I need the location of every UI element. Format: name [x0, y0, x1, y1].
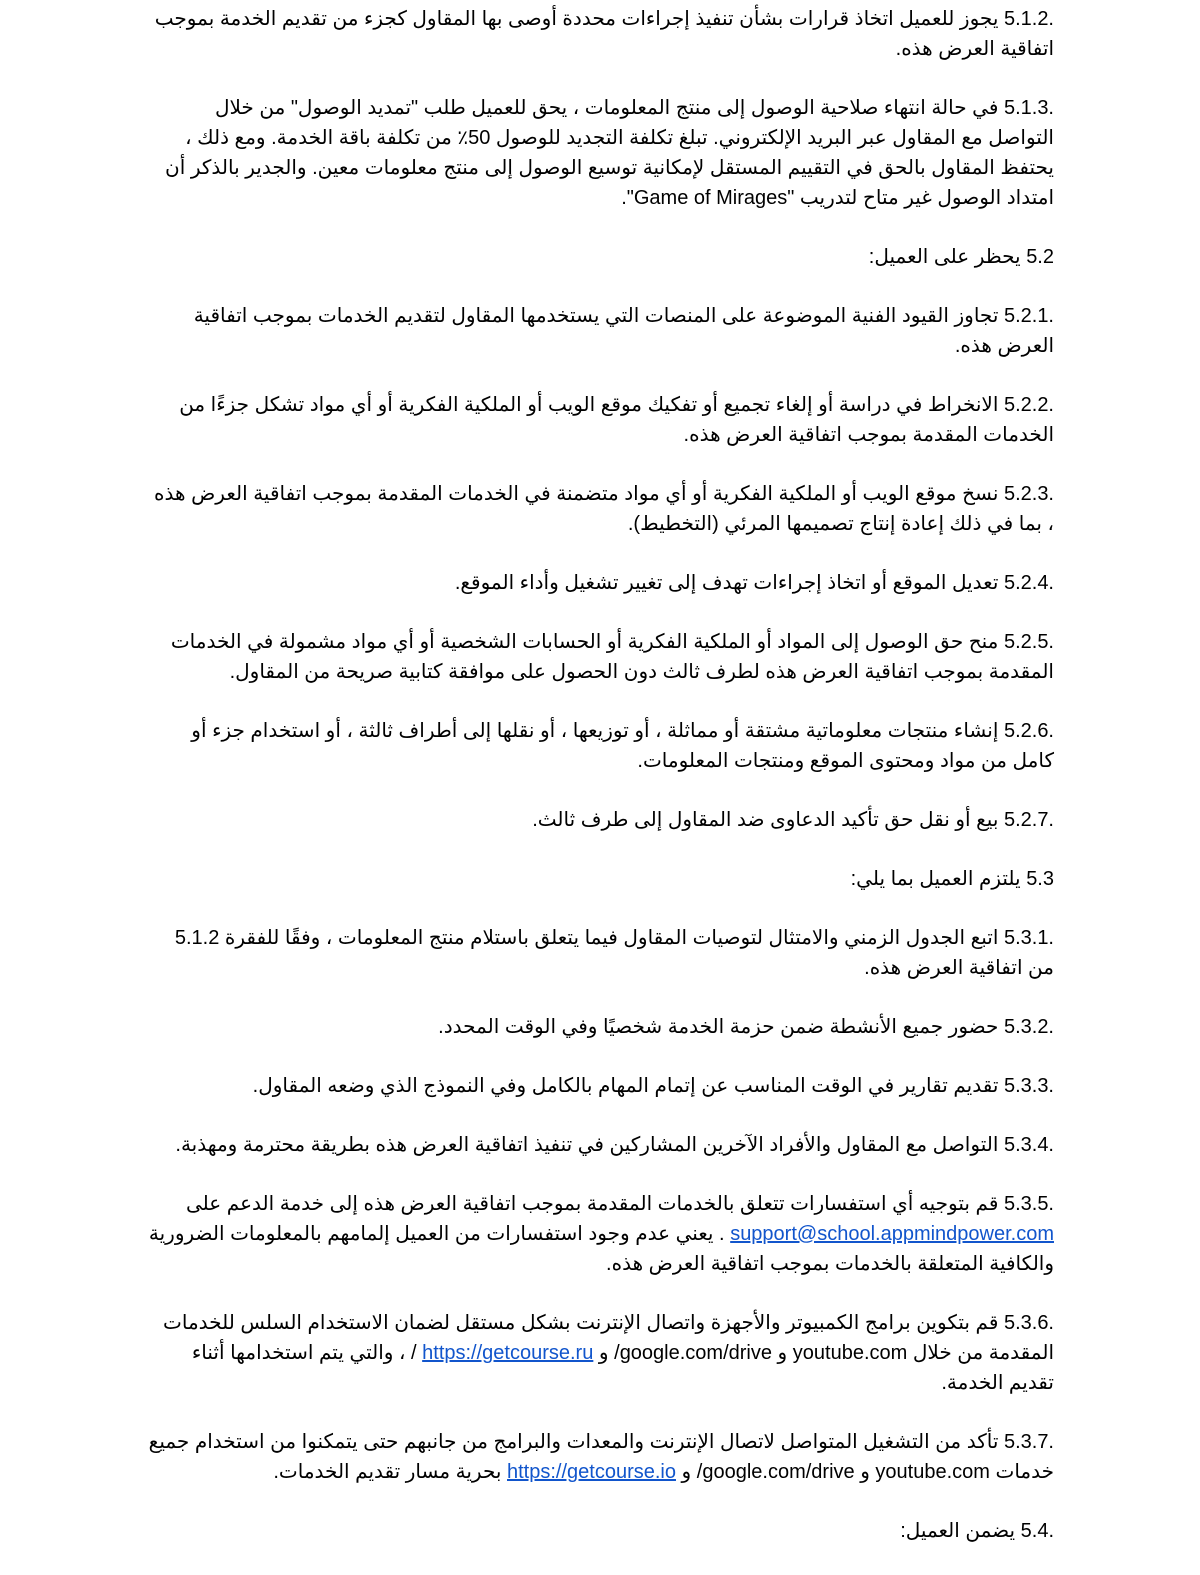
clause-text: حضور جميع الأنشطة ضمن حزمة الخدمة شخصيًا وفي الوقت المحدد. [438, 1016, 999, 1038]
clause-text: تقديم تقارير في الوقت المناسب عن إتمام المهام بالكامل وفي النموذج الذي وضعه المقاول. [252, 1075, 999, 1097]
getcourse-io-link[interactable]: https://getcourse.io [507, 1461, 676, 1483]
clause-number: 5.2.3. [1003, 483, 1054, 505]
section-heading-5-3 [146, 864, 1054, 894]
clause-number: 5.3.2. [1003, 1016, 1054, 1038]
clause-5-2-3 [146, 479, 1054, 539]
clause-text-before-link: قم بتوجيه أي استفسارات تتعلق بالخدمات المقدمة بموجب اتفاقية العرض هذه إلى خدمة الدعم على [186, 1193, 999, 1215]
clause-text: بيع أو نقل حق تأكيد الدعاوى ضد المقاول إلى طرف ثالث. [532, 809, 999, 831]
clause-number: 5.1.3. [1003, 97, 1054, 119]
clause-5-3-5 [146, 1189, 1054, 1279]
clause-text: التواصل مع المقاول والأفراد الآخرين المشاركين في تنفيذ اتفاقية العرض هذه بطريقة محترمة ومهذبة. [175, 1134, 999, 1156]
clause-number: 5.3.4. [1003, 1134, 1054, 1156]
clause-number: 5.3.3. [1003, 1075, 1054, 1097]
clause-5-2-1 [146, 301, 1054, 361]
support-email-link[interactable]: support@school.appmindpower.com [730, 1223, 1054, 1245]
clause-text: اتبع الجدول الزمني والامتثال لتوصيات المقاول فيما يتعلق باستلام منتج المعلومات ، وفقًا للفقرة 5.1.2 من اتفاقية العرض هذه. [174, 927, 1054, 979]
clause-number: 5.3.5. [1003, 1193, 1054, 1215]
section-title: يلتزم العميل بما يلي: [850, 868, 1021, 890]
clause-text-after-link: بحرية مسار تقديم الخدمات. [273, 1461, 502, 1483]
section-number: 5.3 [1026, 868, 1054, 890]
clause-number: 5.3.6. [1003, 1312, 1054, 1334]
clause-5-2-7 [146, 805, 1054, 835]
clause-text: تجاوز القيود الفنية الموضوعة على المنصات التي يستخدمها المقاول لتقديم الخدمات بموجب اتفاقية العرض هذه. [193, 305, 1054, 357]
clause-5-3-1 [146, 923, 1054, 983]
section-heading-5-2 [146, 242, 1054, 272]
clause-number: 5.1.2. [1003, 8, 1054, 30]
clause-number: 5.3.1. [1003, 927, 1054, 949]
document-page [146, 4, 1054, 1575]
clause-number: 5.2.6. [1003, 720, 1054, 742]
clause-5-3-6 [146, 1308, 1054, 1398]
clause-text: منح حق الوصول إلى المواد أو الملكية الفكرية أو الحسابات الشخصية أو أي مواد مشمولة في الخدمات المقدمة بموجب اتفاقية العرض هذه لطرف ثالث دون الحصول على موافقة كتابية صريحة من المقاول. [170, 631, 1054, 683]
clause-5-3-7 [146, 1427, 1054, 1487]
clause-number: 5.3.7. [1003, 1431, 1054, 1453]
clause-5-2-6 [146, 716, 1054, 776]
clause-number: 5.2.7. [1003, 809, 1054, 831]
section-number: 5.4. [1020, 1520, 1054, 1542]
section-heading-5-4 [146, 1516, 1054, 1546]
section-title: يضمن العميل: [900, 1520, 1016, 1542]
clause-text-after-link: / ، والتي يتم استخدامها أثناء تقديم الخدمة. [191, 1342, 1054, 1394]
clause-5-1-2 [146, 4, 1054, 64]
clause-5-3-3 [146, 1071, 1054, 1101]
section-title: يحظر على العميل: [868, 246, 1021, 268]
clause-number: 5.2.1. [1003, 305, 1054, 327]
clause-5-1-3 [146, 93, 1054, 213]
clause-5-2-4 [146, 568, 1054, 598]
clause-text: إنشاء منتجات معلوماتية مشتقة أو مماثلة ، أو توزيعها ، أو نقلها إلى أطراف ثالثة ، أو استخدام جزء أو كامل من مواد ومحتوى الموقع ومنتجات المعلومات. [191, 720, 1054, 772]
getcourse-ru-link[interactable]: https://getcourse.ru [422, 1342, 594, 1364]
clause-text: تعديل الموقع أو اتخاذ إجراءات تهدف إلى تغيير تشغيل وأداء الموقع. [454, 572, 999, 594]
clause-text-after-link: . يعني عدم وجود استفسارات من العميل إلمامهم بالمعلومات الضرورية والكافية المتعلقة بالخدمات بموجب اتفاقية العرض هذه. [148, 1223, 1054, 1275]
clause-text: نسخ موقع الويب أو الملكية الفكرية أو أي مواد متضمنة في الخدمات المقدمة بموجب اتفاقية العرض هذه ، بما في ذلك إعادة إنتاج تصميمها المرئي (التخطيط). [154, 483, 1054, 535]
clause-text: في حالة انتهاء صلاحية الوصول إلى منتج المعلومات ، يحق للعميل طلب "تمديد الوصول" من خلال التواصل مع المقاول عبر البريد الإلكتروني. تبلغ تكلفة التجديد للوصول 50٪ من تكلفة باقة الخدمة. ومع ذلك ، يحتفظ المقاول بالحق في التقييم المستقل لإمكانية توسيع الوصول إلى منتج معلومات معين. والجدير بالذكر أن امتداد الوصول غير متاح لتدريب "Game of Mirages". [165, 97, 1054, 209]
clause-text: الانخراط في دراسة أو إلغاء تجميع أو تفكيك موقع الويب أو الملكية الفكرية أو أي مواد تشكل جزءًا من الخدمات المقدمة بموجب اتفاقية العرض هذه. [179, 394, 1054, 446]
clause-number: 5.2.5. [1003, 631, 1054, 653]
clause-5-2-5 [146, 627, 1054, 687]
clause-5-3-2 [146, 1012, 1054, 1042]
clause-number: 5.2.2. [1003, 394, 1054, 416]
clause-text-before-link: قم بتكوين برامج الكمبيوتر والأجهزة واتصال الإنترنت بشكل مستقل لضمان الاستخدام السلس للخدمات المقدمة من خلال youtube.com و google.com/drive/ و [163, 1312, 1054, 1364]
clause-text: يجوز للعميل اتخاذ قرارات بشأن تنفيذ إجراءات محددة أوصى بها المقاول كجزء من تقديم الخدمة بموجب اتفاقية العرض هذه. [154, 8, 1054, 60]
clause-number: 5.2.4. [1003, 572, 1054, 594]
clause-5-3-4 [146, 1130, 1054, 1160]
clause-text-before-link: تأكد من التشغيل المتواصل لاتصال الإنترنت والمعدات والبرامج من جانبهم حتى يتمكنوا من استخدام جميع خدمات youtube.com و google.com/drive/ و [148, 1431, 1054, 1483]
clause-5-2-2 [146, 390, 1054, 450]
section-number: 5.2 [1026, 246, 1054, 268]
